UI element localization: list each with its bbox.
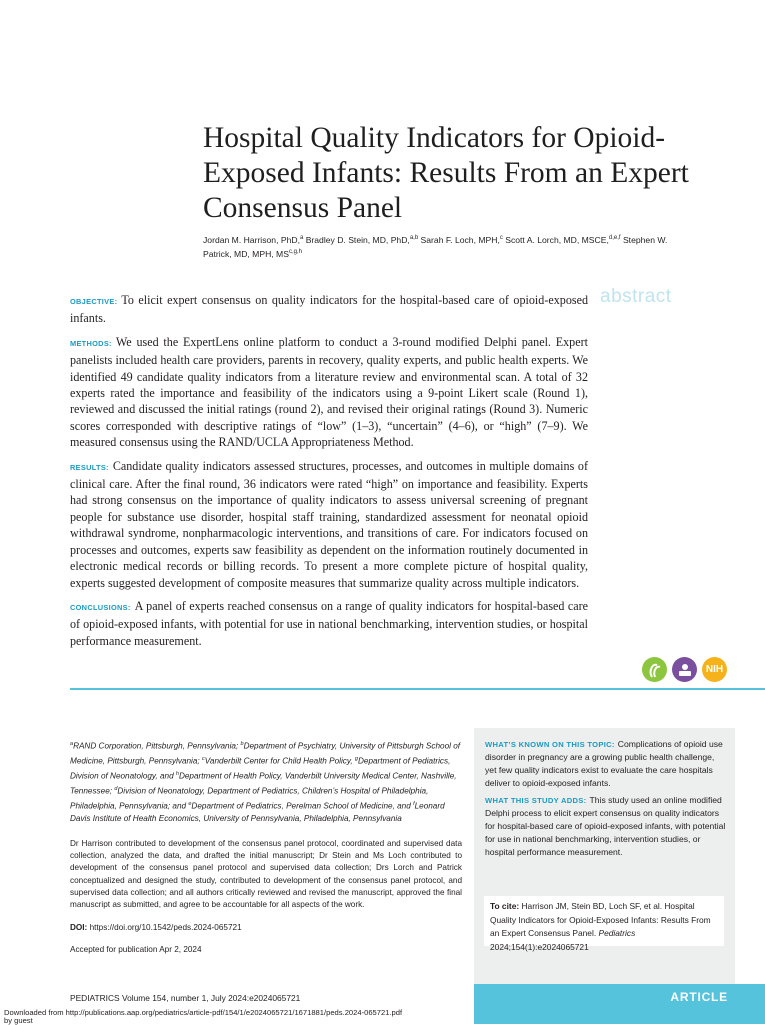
affiliation-mark: b <box>240 741 244 747</box>
download-by: by guest <box>4 1016 33 1025</box>
whats-known-text: Complications of opioid use disorder in pregnancy are a growing public health challenge, yet few quality indicators exist to evaluate the care hospitals deliver to opioid-exposed infants. <box>485 739 723 788</box>
cite-journal: Pediatrics <box>598 928 636 938</box>
author-affiliation-mark: c,g,h <box>288 249 302 256</box>
abstract-results <box>70 458 588 591</box>
affiliation-text: Department of Psychiatry, University of Pittsburgh School of Medicine, Pittsburgh, Pennsylvania; <box>70 741 461 766</box>
accepted-date: Accepted for publication Apr 2, 2024 <box>70 945 202 955</box>
objective-text: To elicit expert consensus on quality indicators for the hospital-based care of opioid-exposed infants. <box>70 293 588 326</box>
study-adds-text: This study used an online modified Delphi process to elicit expert consensus on quality indicators for hospital-based care of opioid-exposed infants, with potential for use in national benchmarking, intervention studies, or hospital performance measurement. <box>485 795 726 857</box>
doi-label: DOI: <box>70 923 88 933</box>
affiliation-mark: f <box>413 800 415 807</box>
section-divider <box>70 688 765 690</box>
affiliation-mark: d <box>114 785 118 792</box>
affiliation-mark: e <box>188 800 192 807</box>
cite-text: Harrison JM, Stein BD, Loch SF, et al. Hospital Quality Indicators for Opioid-Exposed Infants: Results From an Expert Consensus Panel. <box>490 901 711 938</box>
download-notice <box>4 1009 402 1025</box>
author-name: Scott A. Lorch, MD, MSCE, <box>505 235 609 245</box>
author-name: Stephen W. Patrick, MD, MPH, MS <box>203 235 668 259</box>
affiliation-text: Leonard Davis Institute of Health Economics, University of Pennsylvania, Philadelphia, Pennsylvania <box>70 801 445 823</box>
author-name: Jordan M. Harrison, PhD, <box>203 235 300 245</box>
doi-link[interactable]: https://doi.org/10.1542/peds.2024-065721 <box>89 923 242 933</box>
affiliations <box>70 738 462 825</box>
doi-line <box>70 922 462 934</box>
affiliation-text: Vanderbilt Center for Child Health Policy, <box>204 756 355 766</box>
affiliation-mark: c <box>201 755 205 762</box>
results-label: RESULTS: <box>70 462 109 472</box>
whats-known-label: WHAT’S KNOWN ON THIS TOPIC: <box>485 740 615 749</box>
conclusions-text: A panel of experts reached consensus on a range of quality indicators for hospital-based care of opioid-exposed infants, with potential for use in national benchmarking, intervention studies, or hospital performance measurement. <box>70 598 588 648</box>
author-affiliation-mark: a,b <box>409 235 419 242</box>
author-name: Sarah F. Loch, MPH, <box>420 235 500 245</box>
cite-tail: 2024;154(1):e2024065721 <box>490 941 589 952</box>
author-affiliation-mark: a <box>299 235 304 242</box>
affiliation-text: Department of Pediatrics, Perelman School of Medicine, and <box>191 801 414 811</box>
results-text: Candidate quality indicators assessed structures, processes, and outcomes in multiple domains of clinical care. After the final round, 36 indicators were rated “high” on importance and feasibility. Experts had strong consensus on the importance of quality indicators to assess universal screening of pregnant people for substance use disorder, hospital staff training, standardized assessment for neonatal opioid withdrawal syndrome, nonpharmacologic interventions, and transitions of care. For indicators focused on processes and outcomes, experts saw feasibility as dependent on the information routinely documented in electronic medical records or billing records. To present a more complete picture of hospital quality, experts suggested development of composite measures that summarize quality across multiple indicators. <box>70 458 588 590</box>
abstract-heading: abstract <box>600 286 672 307</box>
affiliation-mark: a <box>70 741 74 747</box>
author-list <box>203 233 673 261</box>
video-icon <box>677 663 693 677</box>
objective-label: OBJECTIVE: <box>70 297 118 306</box>
affiliation-text: RAND Corporation, Pittsburgh, Pennsylvania; <box>73 741 241 751</box>
conclusions-label: CONCLUSIONS: <box>70 602 131 612</box>
journal-footer: PEDIATRICS Volume 154, number 1, July 2024:e2024065721 <box>70 993 301 1003</box>
nih-badge[interactable]: NIH <box>702 657 727 682</box>
methods-text: We used the ExpertLens online platform to conduct a 3-round modified Delphi panel. Expert panelists included health care providers, parents in recovery, quality experts, and public health experts. We identified 49 candidate quality indicators from a literature review and environmental scan. A total of 32 experts rated the importance and feasibility of the indicators using a 9-point Likert scale (Round 1), reviewed and discussed the initial ratings (round 2), and revised their original ratings (Round 3). Numeric scores corresponded with descriptive ratings of “low” (1–3), “uncertain” (4–6), or “high” (7–9). We measured consensus using the RAND/UCLA Appropriateness Method. <box>70 334 588 450</box>
open-access-icon <box>648 662 662 678</box>
open-access-badge[interactable] <box>642 657 667 682</box>
article-title: Hospital Quality Indicators for Opioid-Exposed Infants: Results From an Expert Consensus Panel <box>203 122 689 224</box>
affiliation-mark: g <box>354 755 358 762</box>
citation-box <box>484 896 724 952</box>
affiliation-mark: h <box>175 770 179 777</box>
article-type-tab: ARTICLE <box>474 984 765 1024</box>
author-affiliation-mark: d,e,f <box>608 235 621 242</box>
study-adds <box>485 794 726 859</box>
abstract-conclusions <box>70 598 588 649</box>
author-contributions: Dr Harrison contributed to development of the consensus panel protocol, coordinated and supervised data collection, analyzed the data, and drafted the initial manuscript; Dr Stein and Ms Loch contributed to development of the consensus panel protocol and supervised data collection; Drs Lorch and Patrick conceptualized and designed the study, contributed to development of the consensus panel protocol, and supervised data collection; and all authors critically reviewed and revised the manuscript, approved the final manuscript as submitted, and agree to be accountable for all aspects of the work. <box>70 838 462 909</box>
affiliation-text: Department of Pediatrics, Division of Neonatology, and <box>70 756 451 781</box>
author-name: Bradley D. Stein, MD, PhD, <box>305 235 410 245</box>
video-abstract-badge[interactable] <box>672 657 697 682</box>
methods-label: METHODS: <box>70 338 112 348</box>
abstract-body <box>70 292 588 656</box>
article-badges <box>642 657 727 682</box>
front-matter <box>70 738 462 957</box>
abstract-methods <box>70 334 588 451</box>
author-affiliation-mark: c <box>499 235 503 242</box>
affiliation-text: Division of Neonatology, Department of Pediatrics, Children’s Hospital of Philadelphia, Philadelphia, Pennsylvania; and <box>70 786 429 811</box>
download-line: Downloaded from http://publications.aap.org/pediatrics/article-pdf/154/1/e2024065721/1671881/peds.2024-065721.pdf <box>4 1008 403 1017</box>
affiliation-text: Department of Health Policy, Vanderbilt University Medical Center, Nashville, Tennessee; <box>70 771 457 796</box>
study-adds-label: WHAT THIS STUDY ADDS: <box>485 796 587 805</box>
whats-known <box>485 738 726 790</box>
cite-label: To cite: <box>490 901 520 911</box>
abstract-objective <box>70 292 588 327</box>
